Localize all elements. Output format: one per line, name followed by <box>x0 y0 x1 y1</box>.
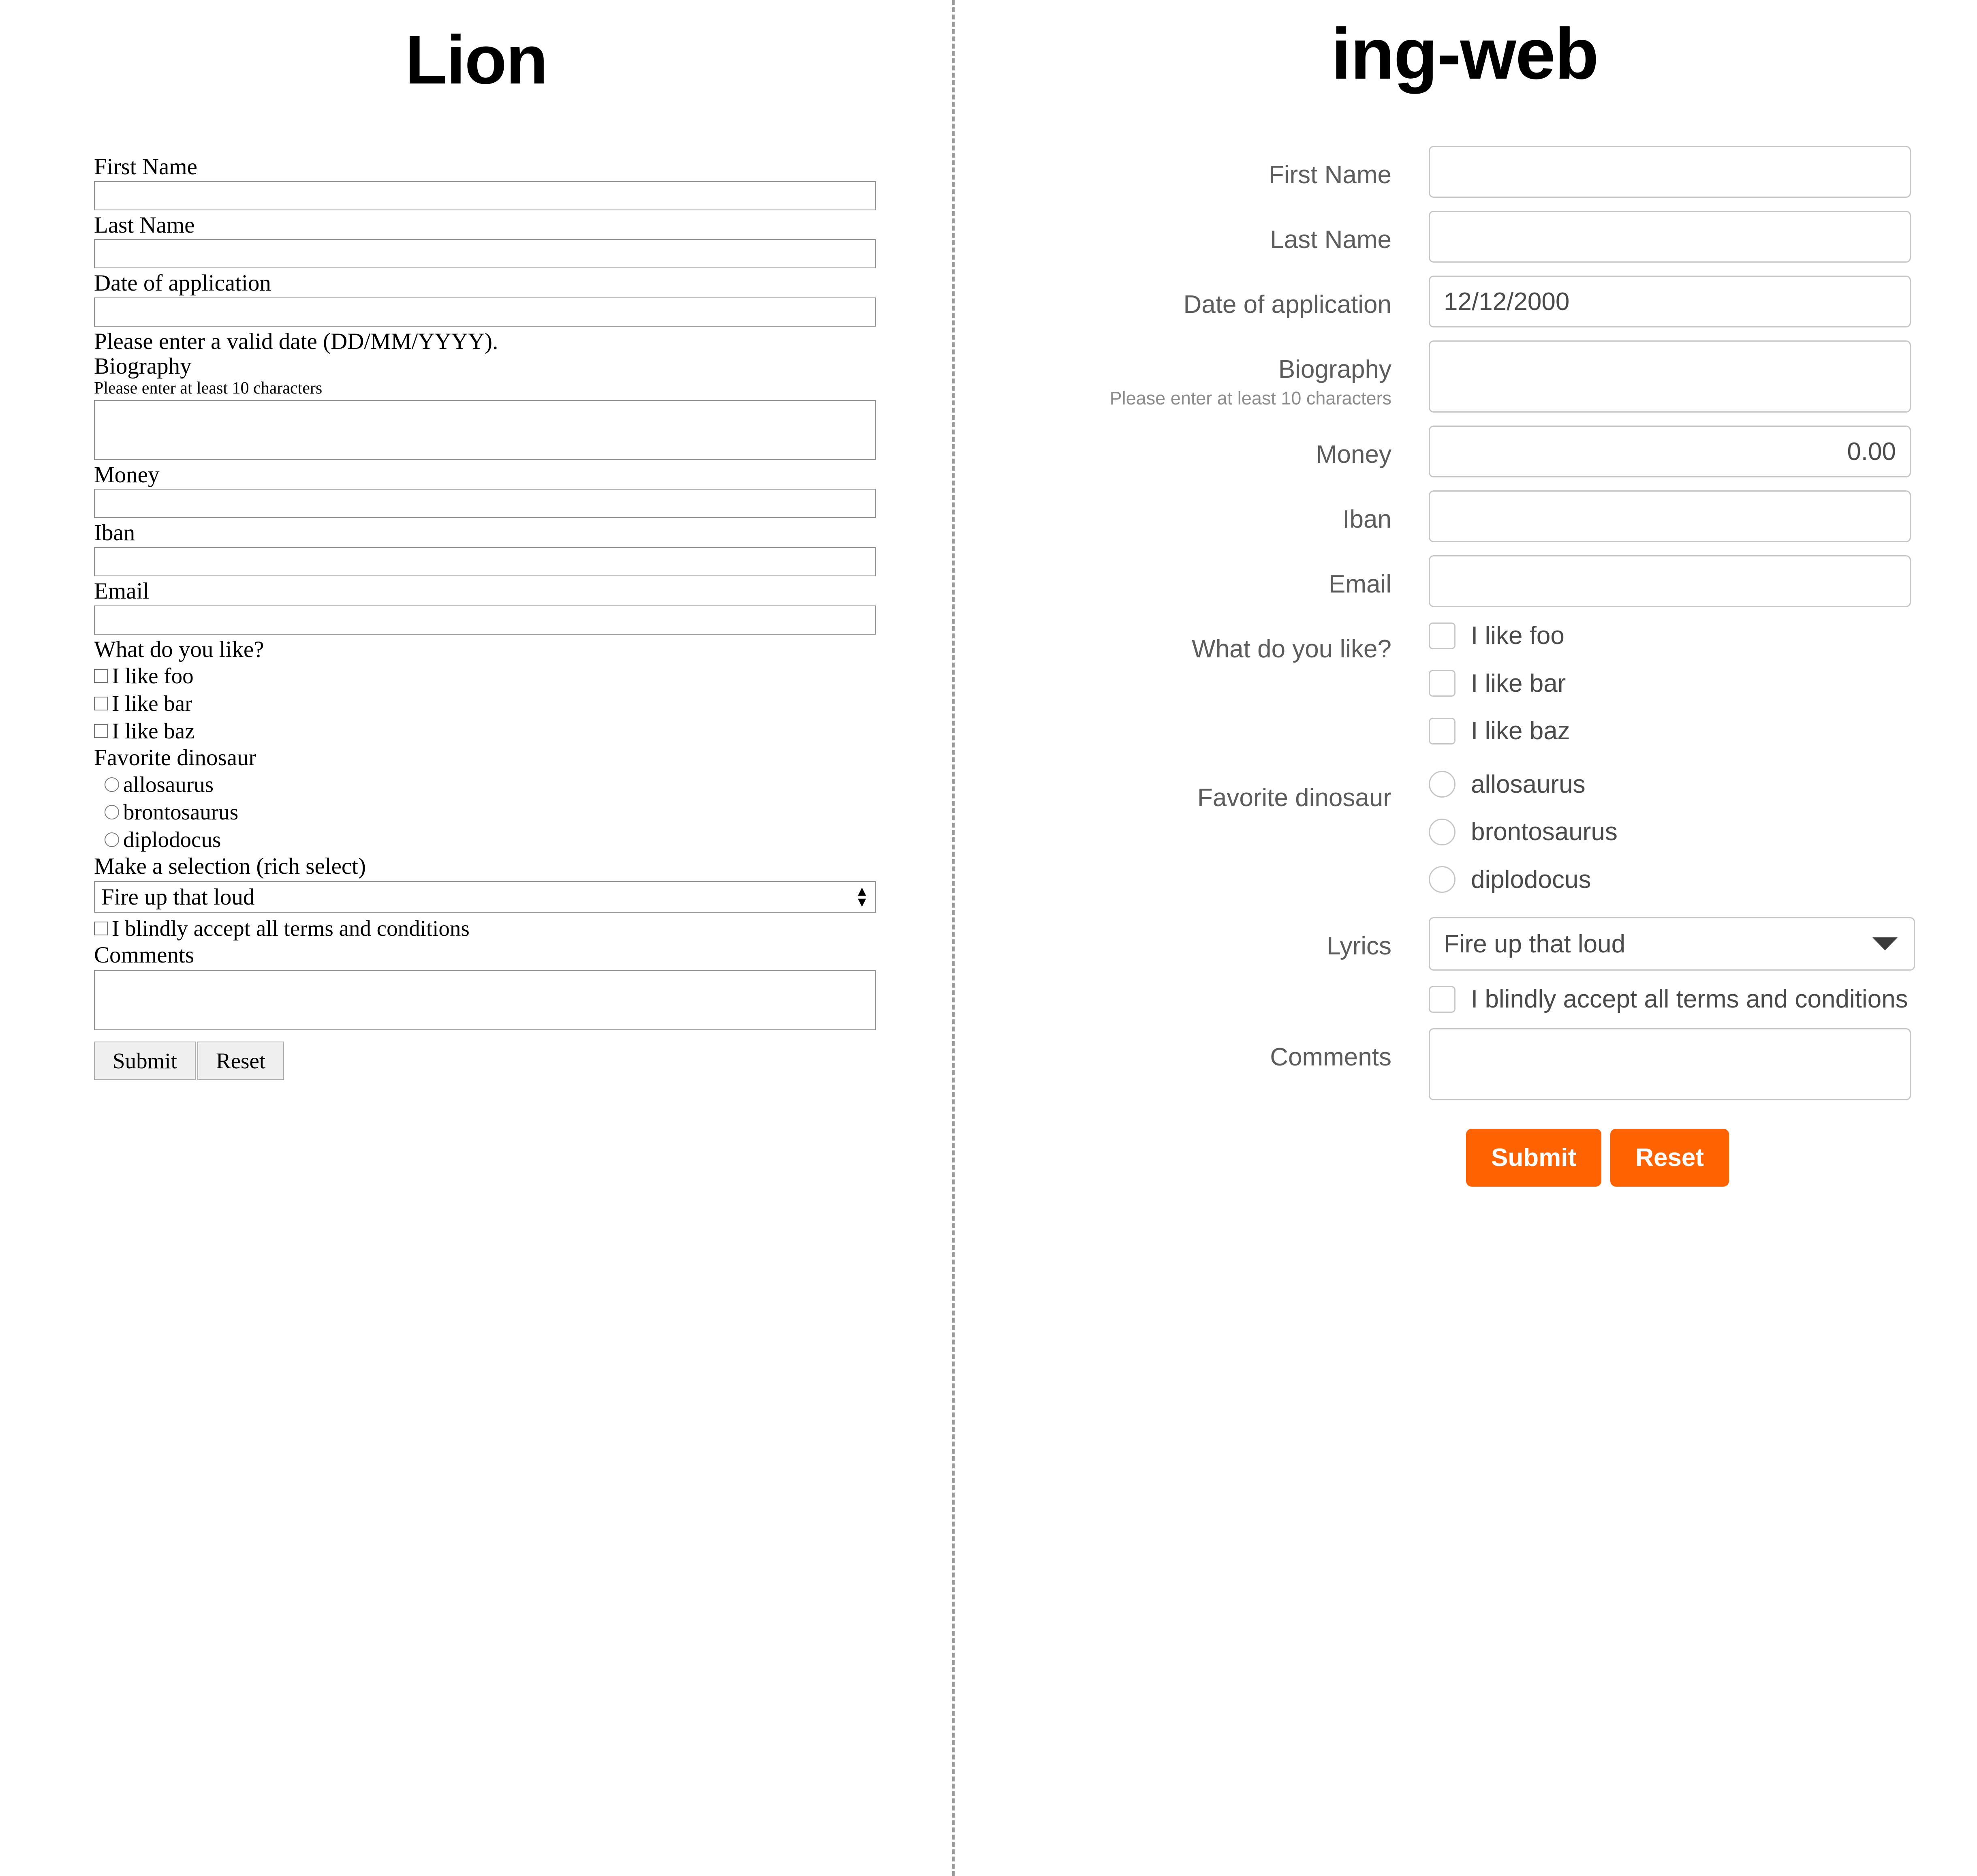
ing-checkbox-group-row <box>991 620 1977 747</box>
ing-checkbox-foo-label: I like foo <box>1471 622 1565 650</box>
ing-button-row <box>1466 1129 1977 1187</box>
radio-allosaurus-circle[interactable] <box>105 777 119 792</box>
ing-email-label: Email <box>1328 570 1391 598</box>
last-name-label: Last Name <box>94 212 195 238</box>
ing-money-label: Money <box>1316 441 1391 468</box>
radio-diplodocus-circle[interactable] <box>105 832 119 847</box>
email-label: Email <box>94 578 150 604</box>
checkbox-group-label: What do you like? <box>94 636 264 662</box>
ing-biography-row <box>991 340 1977 413</box>
ing-money-row <box>991 426 1977 477</box>
submit-button[interactable]: Submit <box>94 1042 196 1080</box>
ing-first-name-label: First Name <box>1268 161 1391 189</box>
ing-checkbox-baz[interactable] <box>1429 715 1911 747</box>
biography-hint: Please enter at least 10 characters <box>94 379 323 398</box>
left-panel-title: Lion <box>405 21 547 98</box>
checkbox-bar-box[interactable] <box>94 697 108 710</box>
checkbox-baz-label: I like baz <box>112 719 195 744</box>
ing-last-name-label: Last Name <box>1270 226 1391 254</box>
biography-textarea[interactable] <box>94 400 876 460</box>
last-name-input[interactable] <box>94 239 876 268</box>
ing-radio-brontosaurus[interactable] <box>1429 816 1911 848</box>
updown-arrows-icon: ▲ ▼ <box>855 884 869 910</box>
ing-last-name-row <box>991 211 1977 263</box>
ing-biography-hint: Please enter at least 10 characters <box>1109 388 1391 409</box>
terms-checkbox-label: I blindly accept all terms and conditions <box>112 916 470 941</box>
iban-input[interactable] <box>94 547 876 576</box>
checkbox-bar[interactable] <box>94 690 880 717</box>
ing-biography-label-text: Biography <box>1278 355 1391 383</box>
checkbox-foo[interactable] <box>94 663 880 689</box>
lion-button-row <box>94 1042 880 1080</box>
checkbox-foo-box[interactable] <box>94 669 108 683</box>
ing-first-name-input[interactable] <box>1429 146 1911 198</box>
select-label: Make a selection (rich select) <box>94 853 366 879</box>
date-of-application-error: Please enter a valid date (DD/MM/YYYY). <box>94 328 498 354</box>
ing-last-name-input[interactable] <box>1429 211 1911 263</box>
money-input[interactable] <box>94 489 876 518</box>
left-panel-lion <box>0 0 952 1876</box>
ing-select[interactable] <box>1429 917 1915 971</box>
ing-date-input[interactable]: 12/12/2000 <box>1429 276 1911 327</box>
date-of-application-label: Date of application <box>94 270 271 296</box>
ing-iban-label: Iban <box>1342 505 1391 533</box>
ing-first-name-row <box>991 146 1977 198</box>
ing-biography-label <box>991 340 1429 409</box>
ing-radio-brontosaurus-label: brontosaurus <box>1471 818 1618 846</box>
lion-form <box>94 154 880 1080</box>
radio-allosaurus-label: allosaurus <box>123 772 214 797</box>
ing-terms-checkbox-box[interactable] <box>1429 986 1455 1013</box>
ing-terms-checkbox-label: I blindly accept all terms and conditions <box>1471 985 1908 1013</box>
ing-radio-diplodocus-label: diplodocus <box>1471 865 1591 894</box>
checkbox-baz-box[interactable] <box>94 724 108 738</box>
ing-biography-textarea[interactable] <box>1429 340 1911 413</box>
chevron-down-icon <box>1872 937 1898 950</box>
ing-checkbox-foo-box[interactable] <box>1429 622 1455 649</box>
ing-date-label: Date of application <box>1183 291 1391 319</box>
right-panel-ing-web <box>952 0 1977 1876</box>
ing-iban-row <box>991 490 1977 542</box>
ing-radio-allosaurus-circle[interactable] <box>1429 771 1455 798</box>
ing-select-value: Fire up that loud <box>1444 930 1626 958</box>
radio-group-label: Favorite dinosaur <box>94 745 256 771</box>
terms-checkbox[interactable] <box>94 915 880 942</box>
radio-diplodocus[interactable] <box>94 826 880 853</box>
ing-radio-allosaurus-label: allosaurus <box>1471 770 1586 798</box>
ing-select-label: Lyrics <box>1327 932 1391 960</box>
ing-terms-row <box>991 984 1977 1015</box>
ing-money-input[interactable]: 0.00 <box>1429 426 1911 477</box>
ing-radio-brontosaurus-circle[interactable] <box>1429 819 1455 845</box>
ing-select-row <box>991 917 1977 971</box>
iban-label: Iban <box>94 520 135 546</box>
ing-email-row <box>991 555 1977 607</box>
rich-select-value: Fire up that loud <box>101 884 255 910</box>
ing-radio-diplodocus-circle[interactable] <box>1429 866 1455 893</box>
radio-brontosaurus-circle[interactable] <box>105 805 119 819</box>
ing-comments-textarea[interactable] <box>1429 1028 1911 1100</box>
money-label: Money <box>94 462 160 488</box>
first-name-input[interactable] <box>94 181 876 210</box>
ing-submit-button[interactable]: Submit <box>1466 1129 1601 1187</box>
radio-brontosaurus-label: brontosaurus <box>123 799 239 824</box>
ing-checkbox-bar[interactable] <box>1429 668 1911 699</box>
ing-radio-group-label: Favorite dinosaur <box>1197 783 1391 812</box>
rich-select[interactable] <box>94 881 876 913</box>
ing-comments-row <box>991 1028 1977 1100</box>
terms-checkbox-box[interactable] <box>94 922 108 935</box>
ing-comments-label: Comments <box>1270 1043 1391 1071</box>
checkbox-foo-label: I like foo <box>112 663 194 689</box>
comments-label: Comments <box>94 942 194 968</box>
ing-checkbox-baz-label: I like baz <box>1471 717 1570 745</box>
ing-reset-button[interactable]: Reset <box>1610 1129 1729 1187</box>
ing-checkbox-bar-box[interactable] <box>1429 670 1455 697</box>
radio-diplodocus-label: diplodocus <box>123 827 221 852</box>
ing-radio-group-row <box>991 769 1977 896</box>
reset-button[interactable]: Reset <box>197 1042 284 1080</box>
date-of-application-input[interactable] <box>94 297 876 327</box>
comments-textarea[interactable] <box>94 970 876 1030</box>
radio-brontosaurus[interactable] <box>94 799 880 826</box>
ing-radio-diplodocus[interactable] <box>1429 864 1911 896</box>
ing-checkbox-baz-box[interactable] <box>1429 718 1455 744</box>
ing-terms-checkbox[interactable] <box>1429 984 1911 1015</box>
right-panel-title: ing-web <box>1331 13 1598 94</box>
ing-form <box>952 146 1977 1187</box>
biography-label: Biography <box>94 353 192 379</box>
ing-email-input[interactable] <box>1429 555 1911 607</box>
checkbox-bar-label: I like bar <box>112 691 192 716</box>
first-name-label: First Name <box>94 154 197 180</box>
ing-checkbox-foo[interactable] <box>1429 620 1911 652</box>
ing-checkbox-group-label: What do you like? <box>1192 635 1391 663</box>
ing-date-row <box>991 276 1977 327</box>
ing-iban-input[interactable] <box>1429 490 1911 542</box>
ing-radio-allosaurus[interactable] <box>1429 769 1911 800</box>
email-input[interactable] <box>94 605 876 635</box>
ing-checkbox-bar-label: I like bar <box>1471 669 1566 697</box>
checkbox-baz[interactable] <box>94 718 880 744</box>
radio-allosaurus[interactable] <box>94 771 880 798</box>
